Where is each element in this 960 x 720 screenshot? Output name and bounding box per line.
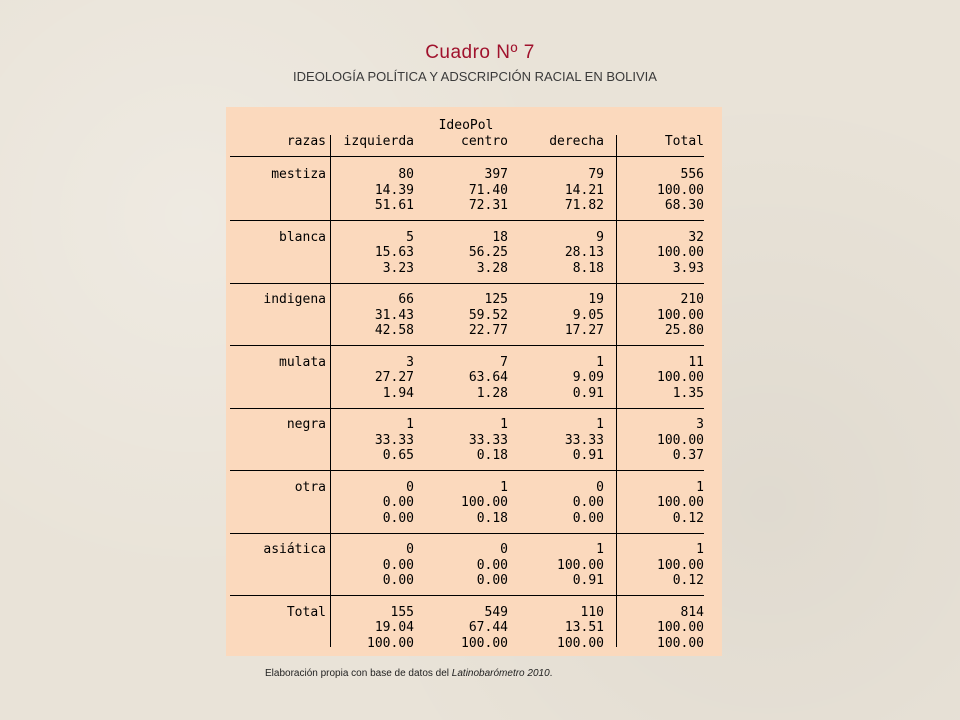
table-cell: 0 — [500, 542, 508, 557]
table-cell: 0.00 — [476, 557, 508, 573]
table-cell: 18 — [492, 229, 508, 245]
row-label: mestiza — [271, 167, 326, 182]
table-cell: 0.65 — [382, 448, 414, 463]
table-cell: 0.91 — [572, 385, 604, 401]
column-header-derecha: derecha — [549, 134, 604, 149]
table-cell: 814 — [680, 604, 704, 620]
table-cell: 13.51 — [564, 620, 604, 635]
column-header-centro: centro — [461, 134, 508, 149]
table-cell: 31.43 — [374, 307, 414, 323]
table-cell: 1 — [696, 479, 704, 495]
table-cell: 100.00 — [557, 557, 604, 573]
table-cell: 1.35 — [672, 385, 704, 401]
table-cell: 0 — [596, 479, 604, 495]
table-cell: 59.52 — [468, 307, 508, 323]
table-cell: 1 — [696, 542, 704, 557]
table-cell: 1 — [596, 417, 604, 432]
table-cell: 0.00 — [382, 557, 414, 573]
table-cell: 549 — [484, 604, 508, 620]
table-cell: 14.21 — [564, 182, 604, 198]
table-cell: 42.58 — [374, 323, 414, 338]
table-cell: 19.04 — [374, 620, 414, 635]
table-cell: 1.94 — [382, 385, 414, 401]
table-cell: 110 — [580, 604, 604, 620]
table-cell: 1.28 — [476, 385, 508, 401]
table-cell: 1 — [500, 479, 508, 495]
table-cell: 7 — [500, 354, 508, 370]
table-cell: 210 — [680, 292, 704, 307]
table-cell: 9.09 — [572, 370, 604, 385]
table-cell: 100.00 — [557, 635, 604, 651]
table-cell: 1 — [596, 354, 604, 370]
table-cell: 66 — [398, 292, 414, 307]
table-cell: 72.31 — [468, 198, 508, 213]
table-cell: 9.05 — [572, 307, 604, 323]
table-cell: 1 — [596, 542, 604, 557]
row-label: blanca — [279, 229, 326, 245]
group-header: IdeoPol — [438, 118, 494, 133]
table-cell: 100.00 — [657, 620, 704, 635]
table-cell: 33.33 — [374, 432, 414, 448]
row-label: Total — [286, 604, 326, 620]
table-cell: 15.63 — [374, 245, 414, 260]
table-cell: 0 — [406, 479, 414, 495]
table-cell: 0.12 — [672, 573, 704, 588]
table-cell: 56.25 — [468, 245, 508, 260]
row-separator — [230, 408, 704, 409]
source-note-source: Latinobarómetro 2010 — [451, 668, 550, 679]
source-note — [265, 668, 552, 679]
table-cell: 3.28 — [476, 260, 508, 276]
table-cell: 0.37 — [672, 448, 704, 463]
row-separator — [230, 595, 704, 596]
table-cell: 0.00 — [476, 573, 508, 588]
table-cell: 100.00 — [657, 307, 704, 323]
table-cell: 100.00 — [657, 635, 704, 651]
crosstab-panel — [226, 107, 722, 656]
table-cell: 25.80 — [664, 323, 704, 338]
table-cell: 3.23 — [382, 260, 414, 276]
row-separator — [230, 220, 704, 221]
table-cell: 1 — [500, 417, 508, 432]
table-cell: 0.18 — [476, 510, 508, 526]
row-label: indigena — [263, 292, 326, 307]
table-cell: 3.93 — [672, 260, 704, 276]
table-cell: 71.82 — [564, 198, 604, 213]
table-cell: 22.77 — [468, 323, 508, 338]
column-header-izquierda: izquierda — [343, 134, 414, 149]
source-note-suffix: . — [549, 668, 553, 679]
table-cell: 3 — [406, 354, 414, 370]
table-cell: 100.00 — [657, 495, 704, 510]
row-separator — [230, 533, 704, 534]
row-label: asiática — [263, 542, 326, 557]
column-rule — [330, 135, 331, 647]
row-separator — [230, 345, 704, 346]
table-cell: 0.00 — [382, 573, 414, 588]
table-cell: 0.91 — [572, 573, 604, 588]
table-cell: 0.00 — [572, 495, 604, 510]
table-cell: 19 — [588, 292, 604, 307]
table-cell: 11 — [688, 354, 704, 370]
table-cell: 32 — [688, 229, 704, 245]
table-cell: 397 — [484, 167, 508, 182]
row-label: otra — [294, 479, 326, 495]
table-cell: 80 — [398, 167, 414, 182]
row-separator — [230, 470, 704, 471]
table-cell: 8.18 — [572, 260, 604, 276]
table-cell: 100.00 — [657, 557, 704, 573]
table-cell: 100.00 — [657, 245, 704, 260]
row-label: mulata — [279, 354, 326, 370]
table-cell: 71.40 — [468, 182, 508, 198]
column-rule — [616, 135, 617, 647]
slide-subtitle: IDEOLOGÍA POLÍTICA Y ADSCRIPCIÓN RACIAL EN BOLIVIA — [293, 69, 657, 84]
table-cell: 28.13 — [564, 245, 604, 260]
table-cell: 0.00 — [382, 510, 414, 526]
table-cell: 100.00 — [657, 432, 704, 448]
table-cell: 0.12 — [672, 510, 704, 526]
table-cell: 51.61 — [374, 198, 414, 213]
table-cell: 100.00 — [657, 370, 704, 385]
table-cell: 5 — [406, 229, 414, 245]
row-label: negra — [286, 417, 326, 432]
table-cell: 17.27 — [564, 323, 604, 338]
table-cell: 0.18 — [476, 448, 508, 463]
table-cell: 125 — [484, 292, 508, 307]
crosstab-table — [226, 107, 722, 656]
table-cell: 63.64 — [468, 370, 508, 385]
table-cell: 14.39 — [374, 182, 414, 198]
column-header-total: Total — [664, 134, 704, 149]
table-cell: 556 — [680, 167, 704, 182]
table-cell: 67.44 — [468, 620, 508, 635]
table-cell: 155 — [390, 604, 414, 620]
table-cell: 0.91 — [572, 448, 604, 463]
table-cell: 33.33 — [564, 432, 604, 448]
table-cell: 68.30 — [664, 198, 704, 213]
table-cell: 9 — [596, 229, 604, 245]
table-cell: 100.00 — [461, 495, 508, 510]
table-cell: 0.00 — [382, 495, 414, 510]
table-cell: 33.33 — [468, 432, 508, 448]
table-cell: 100.00 — [367, 635, 414, 651]
table-cell: 1 — [406, 417, 414, 432]
column-header-razas: razas — [286, 134, 326, 149]
source-note-prefix: Elaboración propia con base de datos del — [265, 668, 452, 679]
table-cell: 0.00 — [572, 510, 604, 526]
table-cell: 79 — [588, 167, 604, 182]
header-rule — [230, 156, 704, 157]
slide-title: Cuadro Nº 7 — [425, 42, 535, 63]
table-cell: 27.27 — [374, 370, 414, 385]
row-separator — [230, 283, 704, 284]
table-cell: 3 — [696, 417, 704, 432]
table-cell: 100.00 — [461, 635, 508, 651]
table-cell: 100.00 — [657, 182, 704, 198]
table-cell: 0 — [406, 542, 414, 557]
